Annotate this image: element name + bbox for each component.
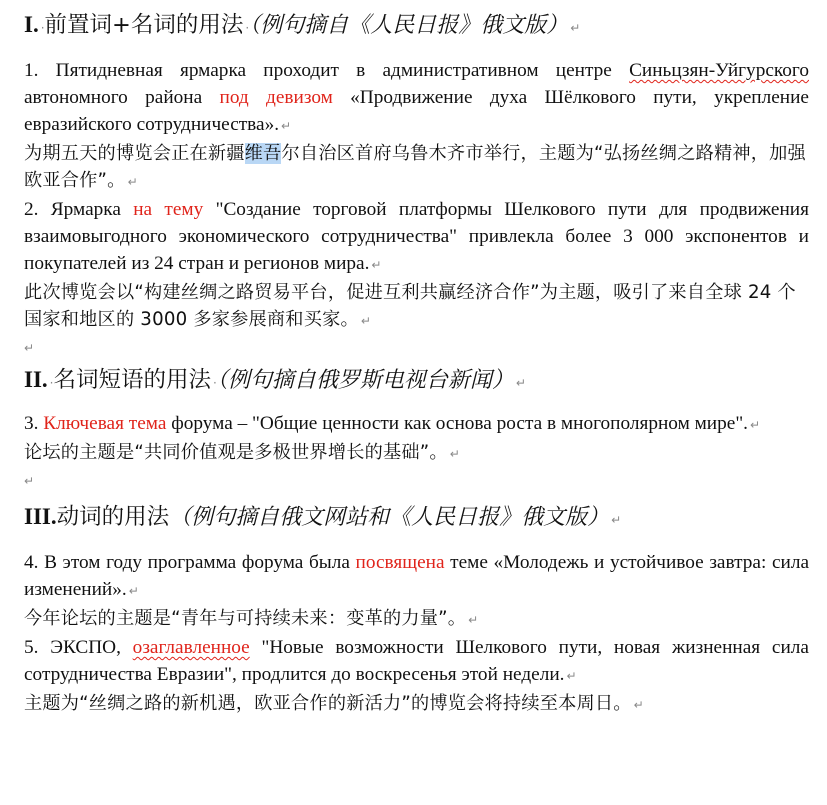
text-run: 为期五天的博览会正在新疆 xyxy=(24,143,245,164)
example-ru xyxy=(24,410,809,439)
text-run: 5. ЭКСПО, xyxy=(24,637,133,658)
example-cn xyxy=(24,605,809,634)
section-number: III. xyxy=(24,504,57,529)
text-run: 4. В этом году программа форума была xyxy=(24,552,356,573)
section-heading xyxy=(24,502,809,535)
highlighted-keyword: на тему xyxy=(133,199,204,220)
example-ru xyxy=(24,634,809,690)
section-source: （例句摘自俄文网站和《人民日报》俄文版） xyxy=(169,505,610,530)
paragraph-mark-icon: ↵ xyxy=(611,513,622,527)
text-run: форума – "Общие ценности как основа роста в многополярном мире". xyxy=(166,413,749,434)
paragraph-mark-icon: ↵ xyxy=(360,314,372,328)
example-cn xyxy=(24,140,809,196)
highlighted-keyword: озаглавленное xyxy=(132,637,250,658)
highlighted-keyword: посвящена xyxy=(355,552,445,573)
example-cn xyxy=(24,279,809,335)
spellcheck-underlined-word: Синьцзян-Уйгурского xyxy=(629,60,809,81)
highlighted-keyword: Ключевая тема xyxy=(43,413,167,434)
text-run: автономного района xyxy=(24,87,220,108)
paragraph-mark-icon: ↵ xyxy=(468,613,479,627)
paragraph-mark-icon: ↵ xyxy=(281,119,292,133)
paragraph-mark-icon: ↵ xyxy=(128,584,139,598)
section-title: 前置词+名词的用法 xyxy=(44,12,244,38)
section-number: I. xyxy=(24,12,39,37)
text-run: "Создание торговой платформы Шелкового пути для продвижения взаимовыгодного экономического сотрудничества" привлекла более 3 000 экспонентов и покупателей из 24 стран и регионов мира. xyxy=(24,199,809,274)
selected-text: 维吾 xyxy=(244,143,282,164)
paragraph-mark-icon: ↵ xyxy=(127,175,138,189)
empty-paragraph xyxy=(24,335,809,361)
space-mark: · xyxy=(213,376,217,390)
text-run: 此次博览会以“构建丝绸之路贸易平台，促进互利共赢经济合作”为主题，吸引了来自全球 24 个国家和地区的 3000 多家参展商和买家。 xyxy=(24,282,796,330)
example-cn xyxy=(24,439,809,468)
text-run: 论坛的主题是“共同价值观是多极世界增长的基础”。 xyxy=(24,442,448,463)
empty-paragraph xyxy=(24,468,809,494)
text-run: 1. Пятидневная ярмарка проходит в административном центре xyxy=(24,60,630,81)
example-ru xyxy=(24,57,809,140)
text-run: 3. xyxy=(24,413,44,434)
text-run: "Новые возможности Шелкового пути, новая жизненная сила сотрудничества Евразии", продлится до воскресенья этой недели. xyxy=(24,637,809,685)
paragraph-mark-icon: ↵ xyxy=(371,258,382,272)
space-mark: · xyxy=(245,21,250,35)
paragraph-mark-icon: ↵ xyxy=(750,418,761,432)
section-source: （例句摘自《人民日报》俄文版） xyxy=(249,13,569,38)
paragraph-mark-icon: ↵ xyxy=(24,474,35,488)
text-run: 今年论坛的主题是“青年与可持续未来：变革的力量”。 xyxy=(24,608,467,629)
paragraph-mark-icon: ↵ xyxy=(570,21,581,35)
paragraph-mark-icon: ↵ xyxy=(633,698,644,712)
section-title: 动词的用法 xyxy=(56,504,170,530)
text-run: 尔自治区首府乌鲁木齐市举行，主题为“弘扬丝绸之路精神，加强欧亚合作”。 xyxy=(24,143,806,191)
example-ru xyxy=(24,196,809,279)
example-ru xyxy=(24,549,809,605)
highlighted-keyword: под девизом xyxy=(219,87,333,108)
text-run: «Продвижение духа Шёлкового пути, укрепление евразийского сотрудничества». xyxy=(24,87,809,135)
text-run: теме «Молодежь и устойчивое завтра: сила изменений». xyxy=(24,552,810,600)
paragraph-mark-icon: ↵ xyxy=(566,669,577,683)
example-cn xyxy=(24,690,809,719)
section-title: 名词短语的用法 xyxy=(53,367,211,393)
paragraph-mark-icon: ↵ xyxy=(515,376,526,390)
text-run: 2. Ярмарка xyxy=(24,199,134,220)
paragraph-mark-icon: ↵ xyxy=(24,341,35,355)
paragraph-mark-icon: ↵ xyxy=(449,447,461,461)
space-mark: · xyxy=(40,21,45,35)
section-number: II. xyxy=(24,367,48,392)
text-run: 主题为“丝绸之路的新机遇，欧亚合作的新活力”的博览会将持续至本周日。 xyxy=(24,693,632,714)
section-heading xyxy=(24,365,809,398)
section-heading xyxy=(24,10,809,43)
space-mark: · xyxy=(49,376,54,390)
section-source: （例句摘自俄罗斯电视台新闻） xyxy=(216,368,514,393)
